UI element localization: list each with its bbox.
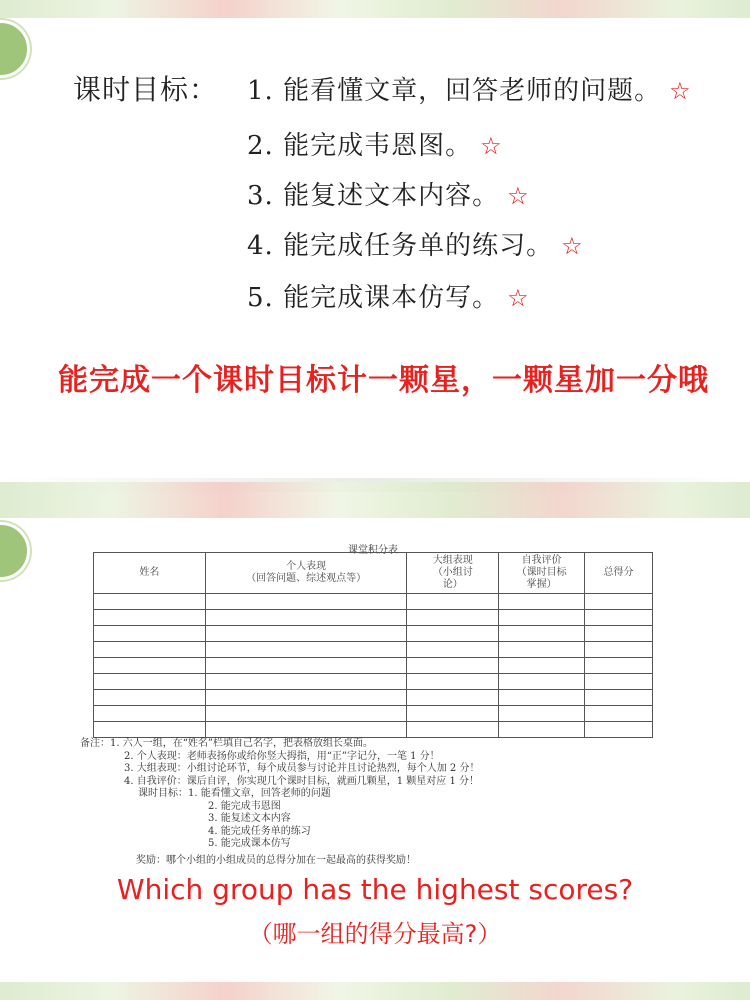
header-group	[407, 553, 499, 594]
header-individual	[205, 553, 407, 594]
objective-item-3	[247, 175, 530, 212]
table-row	[94, 690, 653, 706]
top-decor-stripe	[0, 500, 750, 518]
table-row	[94, 642, 653, 658]
table-row	[94, 626, 653, 642]
star-icon: ☆	[507, 182, 530, 210]
table-row	[94, 706, 653, 722]
score-table	[93, 552, 653, 738]
note-line	[80, 788, 680, 801]
question-chinese: （哪一组的得分最高?）	[248, 920, 502, 948]
objective-item-5	[247, 277, 530, 314]
star-rule-banner: 能完成一个课时目标计一颗星，一颗星加一分哦	[58, 363, 709, 398]
award-line: 奖励：哪个小组的小组成员的总得分加在一起最高的获得奖励！	[136, 854, 416, 866]
note-line: 5. 能完成课本仿写	[208, 838, 291, 849]
header-line: 论）	[442, 579, 463, 590]
slide-corner-decor	[0, 20, 30, 78]
note-line: 3. 能复述文本内容	[208, 813, 291, 824]
note-line: 备注：1. 六人一组，在“姓名”栏填自己名字，把表格放组长桌面。	[80, 738, 373, 749]
goal-text: 1. 能看懂文章，回答老师的问题	[188, 788, 331, 799]
top-decor-stripe	[0, 0, 750, 18]
table-row	[94, 722, 653, 738]
note-line: 2. 能完成韦恩图	[208, 800, 281, 812]
objective-item-1	[247, 70, 692, 107]
objective-text: 2. 能完成韦恩图。	[247, 131, 473, 161]
header-line: 个人表现	[286, 561, 327, 572]
table-row	[94, 658, 653, 674]
objective-text: 4. 能完成任务单的练习。	[247, 231, 554, 261]
goals-label: 课时目标：	[138, 788, 188, 799]
bottom-decor-stripe	[0, 482, 750, 500]
header-line: 自我评价	[521, 555, 562, 566]
objective-text: 1. 能看懂文章，回答老师的问题。	[247, 76, 662, 106]
header-line: （回答问题、综述观点等）	[246, 573, 367, 584]
note-line: 3. 大组表现：小组讨论环节，每个成员参与讨论并且讨论热烈，每个人加 2 分！	[124, 763, 480, 774]
bottom-decor-stripe	[0, 982, 750, 1000]
slide-corner-decor	[0, 522, 30, 580]
star-icon: ☆	[507, 284, 530, 312]
table-row	[94, 594, 653, 610]
table-row	[94, 674, 653, 690]
objective-item-4	[247, 225, 584, 262]
objective-text: 3. 能复述文本内容。	[247, 181, 500, 211]
star-icon: ☆	[480, 132, 503, 160]
note-line: 4. 能完成任务单的练习	[208, 825, 311, 837]
objectives-title: 课时目标：	[73, 73, 219, 106]
question-english: Which group has the highest scores?	[116, 873, 634, 906]
objective-text: 5. 能完成课本仿写。	[247, 283, 500, 313]
header-line: 大组表现	[432, 555, 473, 566]
header-line: 掌握）	[526, 579, 557, 590]
score-table-title: 课堂积分表	[348, 545, 398, 556]
table-row	[94, 610, 653, 626]
objective-item-2	[247, 125, 503, 162]
table-header-row	[94, 553, 653, 594]
header-self	[499, 553, 585, 594]
header-line: （课时目标	[516, 567, 567, 578]
star-icon: ☆	[561, 232, 584, 260]
score-notes	[80, 738, 680, 867]
header-line: （小组讨	[432, 567, 473, 578]
header-total: 总得分	[585, 553, 653, 594]
star-icon: ☆	[669, 77, 692, 105]
header-name: 姓名	[94, 553, 206, 594]
note-line: 2. 个人表现：老师表扬你或给你竖大拇指，用“正”字记分，一笔 1 分！	[124, 750, 440, 762]
note-line: 4. 自我评价：课后自评，你实现几个课时目标，就画几颗星，1 颗星对应 1 分！	[124, 775, 479, 787]
